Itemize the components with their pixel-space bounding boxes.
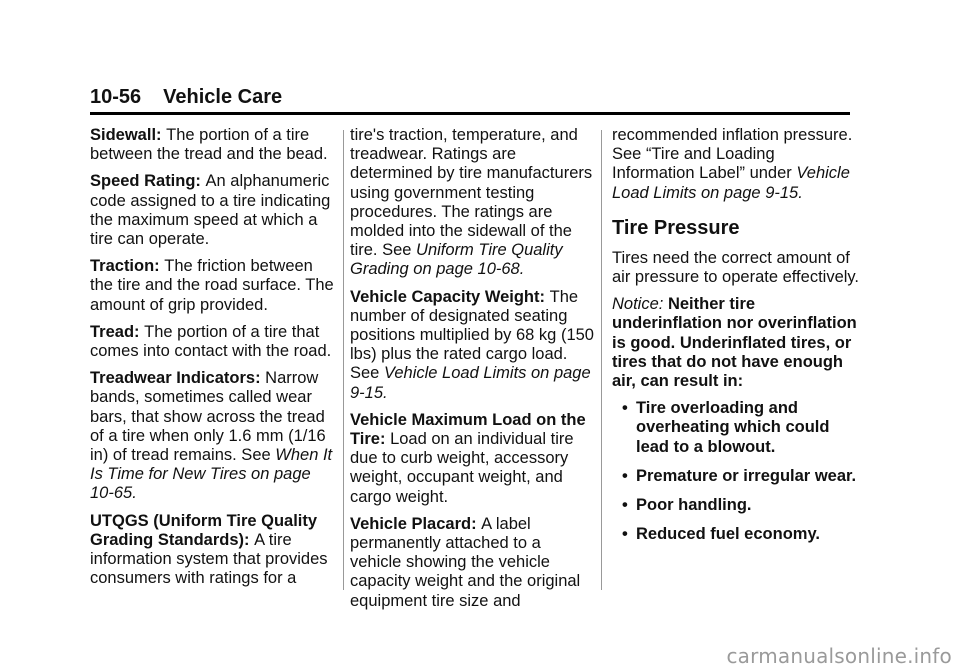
xref-uniform-grading[interactable]: Uniform Tire Quality Grading on page 10-68. <box>350 241 563 279</box>
page-number: 10-56 <box>90 86 142 108</box>
definition-speed-rating <box>90 172 338 249</box>
bullet-item: • Reduced fuel economy. <box>622 525 860 544</box>
column-1 <box>90 126 338 596</box>
definition-placard <box>350 515 595 611</box>
definition-utqgs-cont <box>350 126 595 280</box>
header-rule <box>90 112 850 115</box>
bullet-list <box>612 399 860 544</box>
term-utqgs: UTQGS (Uniform Tire Quality Grading Standards): <box>90 511 318 549</box>
def-utqgs: A tire information system that provides consumers with ratings for a <box>90 530 328 588</box>
term-max-load: Vehicle Maximum Load on the Tire: <box>350 410 586 449</box>
term-sidewall: Sidewall: <box>90 126 162 144</box>
def-sidewall: The portion of a tire between the tread and the bead. <box>90 126 328 164</box>
def-placard-cont: recommended inflation pressure. See “Tire and Loading Information Label” under <box>612 126 853 183</box>
xref-new-tires[interactable]: When It Is Time for New Tires on page 10-65. <box>90 446 333 503</box>
term-placard: Vehicle Placard: <box>350 514 477 533</box>
def-placard: A label permanently attached to a vehicle showing the vehicle capacity weight and the original equipment tire size and <box>350 514 581 610</box>
definition-treadwear <box>90 369 338 503</box>
chapter-title: Vehicle Care <box>163 86 283 108</box>
page-header <box>90 86 850 108</box>
bullet-item: • Tire overloading and overheating which could lead to a blowout. <box>622 399 860 457</box>
notice-label: Notice: <box>612 295 664 314</box>
definition-sidewall <box>90 126 338 164</box>
definition-capacity-weight <box>350 288 595 403</box>
column-3 <box>612 126 860 554</box>
term-speed-rating: Speed Rating: <box>90 172 201 191</box>
def-tread: The portion of a tire that comes into contact with the road. <box>90 322 332 361</box>
watermark: carmanualsonline.info <box>726 644 952 668</box>
definition-tread <box>90 323 338 361</box>
def-traction: The friction between the tire and the road surface. The amount of grip provided. <box>90 257 334 314</box>
term-tread: Tread: <box>90 322 140 341</box>
term-treadwear: Treadwear Indicators: <box>90 369 261 388</box>
term-traction: Traction: <box>90 257 160 276</box>
definition-traction <box>90 257 338 315</box>
column-divider-2 <box>601 130 602 590</box>
definition-placard-cont <box>612 126 860 203</box>
notice-paragraph <box>612 295 860 391</box>
term-capacity-weight: Vehicle Capacity Weight: <box>350 287 546 306</box>
def-capacity-weight: The number of designated seating positions multiplied by 68 kg (150 lbs) plus the rated cargo load. See <box>350 287 594 383</box>
def-treadwear: Narrow bands, sometimes called wear bars, that show across the tread of a tire when only 1.6 mm (1/16 in) of tread remains. See <box>90 369 326 465</box>
definition-max-load <box>350 411 595 507</box>
definition-utqgs <box>90 512 338 589</box>
xref-load-limits-2[interactable]: Vehicle Load Limits on page 9-15. <box>612 164 850 202</box>
def-utqgs-cont: tire's traction, temperature, and treadwear. Ratings are determined by tire manufacturers using government testing procedures. The ratings are molded into the sidewall of the tire. See <box>350 126 593 260</box>
def-max-load: Load on an individual tire due to curb weight, accessory weight, occupant weight, and cargo weight. <box>350 430 574 506</box>
bullet-item: • Poor handling. <box>622 496 860 515</box>
notice-text: Neither tire underinflation nor overinflation is good. Underinflated tires, or tires that do not have enough air, can result in: <box>612 295 857 391</box>
column-divider-1 <box>343 130 344 590</box>
section-title: Tire Pressure <box>612 216 740 239</box>
header-text <box>90 86 850 108</box>
column-2 <box>350 126 595 619</box>
def-speed-rating: An alphanumeric code assigned to a tire indicating the maximum speed at which a tire can operate. <box>90 172 331 249</box>
xref-load-limits[interactable]: Vehicle Load Limits on page 9-15. <box>350 364 591 402</box>
bullet-item: • Premature or irregular wear. <box>622 467 860 486</box>
intro-text: Tires need the correct amount of air pressure to operate effectively. <box>612 248 860 287</box>
